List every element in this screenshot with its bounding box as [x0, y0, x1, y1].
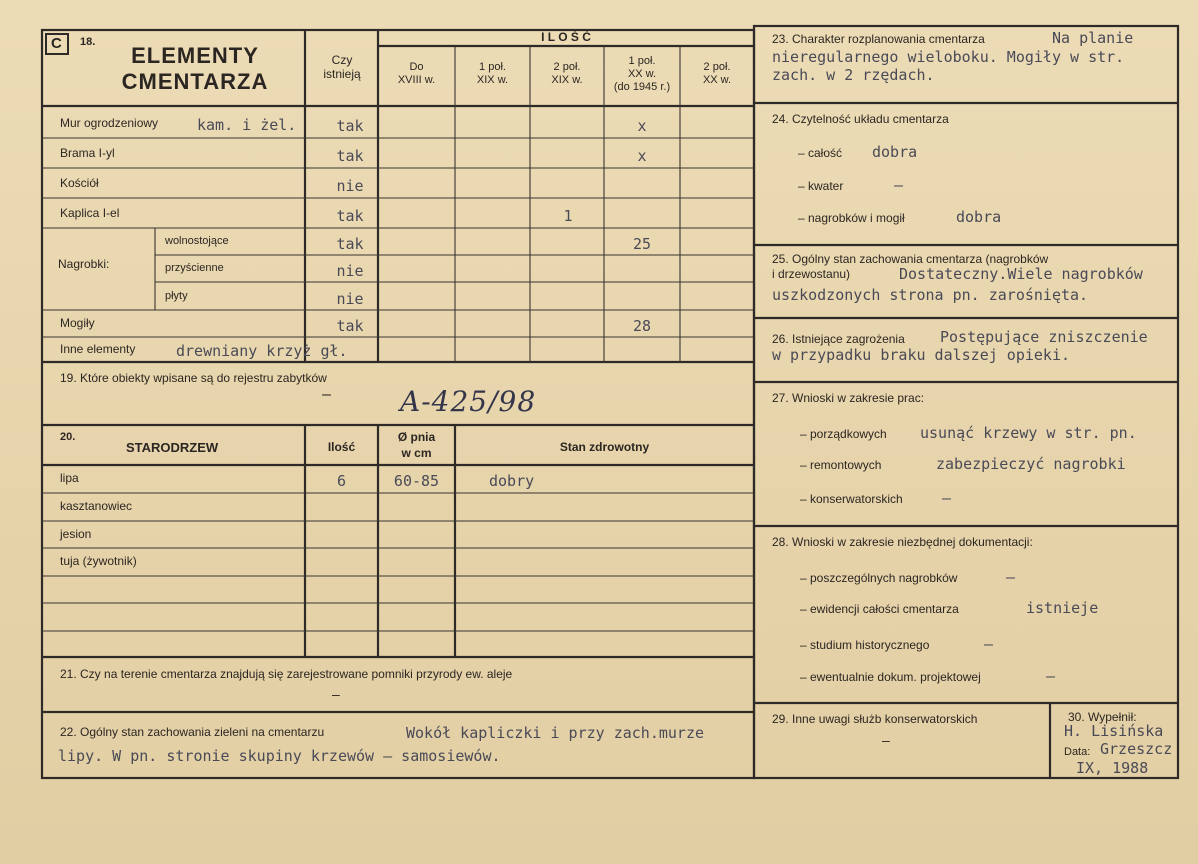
period-header-line1: 1 poł. [628, 55, 656, 67]
section-30-name: H. Lisińska [1064, 722, 1164, 740]
tree-name: kasztanowiec [60, 499, 133, 513]
section-22-value-2: lipy. W pn. stronie skupiny krzewów – samosiewów. [58, 747, 501, 765]
col-czy-label-1: Czy [331, 53, 353, 67]
col-pnia-label-1: Ø pnia [397, 430, 436, 444]
section-19-dash: – [322, 386, 331, 403]
element-quantity: x [637, 147, 647, 165]
section-28-item-label: – poszczególnych nagrobków [800, 571, 958, 585]
section-23-value-2: nieregularnego wieloboku. Mogiły w str. [772, 48, 1125, 66]
section-27-item-label: – porządkowych [800, 427, 887, 441]
section-24-item-value: dobra [872, 143, 918, 161]
element-label: przyścienne [165, 262, 224, 274]
period-header-line2: XX w. [627, 68, 657, 80]
element-exists: nie [336, 262, 364, 280]
section-23-value-3: zach. w 2 rzędach. [772, 66, 935, 84]
period-header-line2: XVIII w. [397, 74, 436, 86]
section-23-label: 23. Charakter rozplanowania cmentarza [772, 32, 985, 46]
col-pnia-label-2: w cm [401, 446, 432, 460]
section-24-label: 24. Czytelność układu cmentarza [772, 112, 949, 126]
period-header-line1: 2 poł. [553, 61, 581, 73]
tree-name: tuja (żywotnik) [60, 554, 137, 568]
section-25-value-2: uszkodzonych strona pn. zarośnięta. [772, 286, 1089, 304]
section-28-label: 28. Wnioski w zakresie niezbędnej dokumentacji: [772, 535, 1033, 549]
section-30-date-label: Data: [1064, 746, 1091, 758]
nagrobki-label: Nagrobki: [58, 257, 110, 271]
element-quantity: 1 [563, 207, 573, 225]
section-23-value-1: Na planie [1052, 29, 1134, 47]
element-label: Inne elementy [60, 342, 136, 356]
period-header-line2: XIX w. [476, 74, 509, 86]
section-25-label-1: 25. Ogólny stan zachowania cmentarza (nagrobków [772, 252, 1049, 266]
section-20-title: STARODRZEW [126, 440, 219, 455]
section-24-item-label: – nagrobków i mogił [798, 211, 905, 225]
section-27-item-value: usunąć krzewy w str. pn. [920, 424, 1137, 442]
element-exists: tak [336, 317, 364, 335]
col-czy-label-2: istnieją [323, 67, 361, 81]
section-26-value-2: w przypadku braku dalszej opieki. [772, 346, 1071, 364]
element-exists: nie [336, 290, 364, 308]
section-24-item-label: – kwater [798, 179, 844, 193]
section-26-value-1: Postępujące zniszczenie [940, 328, 1148, 346]
period-header-line1: Do [409, 61, 424, 73]
section-22-value-1: Wokół kapliczki i przy zach.murze [406, 724, 705, 742]
element-note: kam. i żel. [197, 116, 297, 134]
section-30-label: 30. Wypełnił: [1068, 710, 1137, 724]
section-28-item-value: istnieje [1026, 599, 1099, 617]
element-exists: tak [336, 117, 364, 135]
section-28-item-value: – [984, 635, 994, 653]
section-30-date: IX, 1988 [1076, 759, 1149, 777]
period-header-line2: XIX w. [551, 74, 583, 86]
period-header-line3: (do 1945 r.) [613, 81, 671, 93]
section-19-label: 19. Które obiekty wpisane są do rejestru zabytków [60, 371, 327, 385]
section-28-item-value: – [1046, 667, 1056, 685]
section-21-value: – [332, 686, 340, 702]
section-27-item-value: – [942, 489, 952, 507]
element-exists: tak [336, 235, 364, 253]
section-21-label: 21. Czy na terenie cmentarza znajdują się zarejestrowane pomniki przyrody ew. aleje [60, 667, 513, 681]
tree-name: lipa [60, 471, 79, 485]
section-20-number: 20. [60, 431, 76, 443]
section-25-label-2: i drzewostanu) [772, 267, 851, 281]
col-ilosc-label: Ilość [327, 440, 356, 454]
element-label: płyty [165, 290, 188, 302]
element-quantity: 28 [632, 317, 652, 335]
element-quantity: 25 [632, 235, 652, 253]
element-label: Mur ogrodzeniowy [60, 116, 159, 130]
tree-name: jesion [60, 527, 92, 541]
tree-diameter: 60-85 [393, 472, 440, 490]
section-25-value-1: Dostateczny.Wiele nagrobków [899, 265, 1143, 283]
section-29-value: – [882, 732, 890, 748]
section-29-label: 29. Inne uwagi służb konserwatorskich [772, 712, 978, 726]
section-18-title-line2: CMENTARZA [121, 69, 269, 94]
section-24-item-value: – [894, 176, 904, 194]
section-27-item-label: – konserwatorskich [800, 492, 903, 506]
element-exists: tak [336, 207, 364, 225]
section-26-label: 26. Istniejące zagrożenia [772, 332, 905, 346]
period-header-line2: XX w. [702, 74, 732, 86]
ilosc-header: I L O Ś Ć [541, 30, 591, 44]
section-27-label: 27. Wnioski w zakresie prac: [772, 391, 925, 405]
section-18-number: 18. [80, 36, 96, 48]
section-22-label: 22. Ogólny stan zachowania zieleni na cmentarzu [60, 725, 325, 739]
section-30-date-place: Grzeszcz [1100, 740, 1173, 758]
element-exists: nie [336, 177, 364, 195]
section-28-item-label: – studium historycznego [800, 638, 930, 652]
section-18-title-line1: ELEMENTY [131, 43, 259, 68]
section-28-item-label: – ewentualnie dokum. projektowej [800, 670, 981, 684]
element-quantity: x [637, 117, 647, 135]
left-panel-border [42, 30, 754, 778]
element-exists: tak [336, 147, 364, 165]
section-28-item-label: – ewidencji całości cmentarza [800, 602, 959, 616]
section-27-item-label: – remontowych [800, 458, 882, 472]
col-stan-label: Stan zdrowotny [559, 440, 650, 454]
element-label: Brama I-yl [60, 146, 115, 160]
period-header-line1: 2 poł. [703, 61, 731, 73]
tree-count: 6 [336, 472, 347, 490]
tree-health: dobry [489, 472, 535, 490]
section-letter: C [51, 35, 62, 52]
element-label: Mogiły [60, 316, 95, 330]
section-24-item-value: dobra [956, 208, 1002, 226]
element-note: drewniany krzyż gł. [176, 342, 348, 360]
element-label: wolnostojące [165, 235, 229, 247]
section-24-item-label: – całość [798, 146, 843, 160]
element-label: Kaplica I-el [60, 206, 120, 220]
section-28-item-value: – [1006, 568, 1016, 586]
section-27-item-value: zabezpieczyć nagrobki [936, 455, 1126, 473]
element-label: Kościół [60, 176, 99, 190]
period-header-line1: 1 poł. [479, 61, 506, 73]
section-19-register-number: A-425/98 [400, 385, 537, 418]
